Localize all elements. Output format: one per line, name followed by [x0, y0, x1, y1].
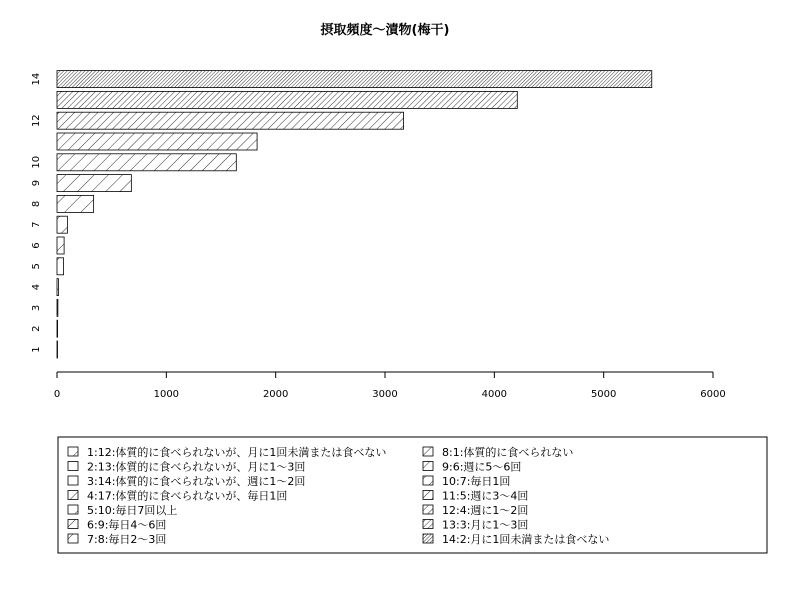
y-tick-label: 1 [31, 346, 42, 353]
bar-9 [57, 175, 131, 192]
x-tick-label: 5000 [590, 389, 617, 400]
legend-swatch [423, 447, 433, 456]
y-tick-label: 8 [31, 200, 42, 208]
legend-swatch [68, 476, 78, 485]
legend-label: 12:4:週に1～2回 [442, 504, 529, 517]
legend-swatch [68, 462, 78, 471]
bar-12 [57, 112, 404, 129]
legend-swatch [423, 476, 433, 485]
bar-1 [57, 341, 58, 358]
legend-swatch [423, 505, 433, 514]
x-tick-label: 6000 [700, 389, 726, 400]
y-tick-label: 7 [31, 221, 42, 228]
bar-10 [57, 154, 236, 171]
legend-label: 1:12:体質的に食べられないが、月に1回未満または食べない [87, 446, 387, 459]
bar-2 [57, 320, 58, 337]
x-tick-label: 4000 [481, 389, 508, 400]
legend-label: 5:10:毎日7回以上 [87, 504, 178, 517]
legend-swatch [423, 534, 433, 543]
bar-4 [57, 279, 58, 296]
bar-3 [57, 299, 58, 316]
legend-swatch [68, 491, 78, 500]
legend-label: 10:7:毎日1回 [442, 475, 511, 488]
legend-swatch [68, 447, 78, 456]
legend-label: 7:8:毎日2～3回 [87, 533, 167, 546]
x-tick-label: 1000 [153, 389, 180, 400]
legend-swatch [423, 520, 433, 529]
y-tick-label: 3 [31, 304, 42, 312]
legend-swatch [423, 491, 433, 500]
y-tick-label: 6 [31, 242, 42, 249]
legend-label: 2:13:体質的に食べられないが、月に1～3回 [87, 460, 306, 474]
x-tick-label: 2000 [262, 389, 289, 400]
y-tick-label: 10 [31, 155, 42, 169]
legend-label: 8:1:体質的に食べられない [442, 446, 574, 459]
bar-13 [57, 91, 517, 108]
legend-label: 14:2:月に1回未満または食べない [442, 533, 610, 546]
x-axis [54, 372, 726, 400]
y-tick-label: 9 [31, 179, 42, 187]
legend-swatch [68, 534, 78, 543]
legend-label: 3:14:体質的に食べられないが、週に1～2回 [87, 475, 306, 488]
legend-swatch [68, 520, 78, 529]
y-tick-label: 5 [31, 263, 42, 270]
bar-6 [57, 237, 64, 254]
legend-label: 6:9:毎日4～6回 [87, 518, 167, 532]
legend-swatch [423, 462, 433, 471]
bar-8 [57, 195, 94, 212]
bar-7 [57, 216, 67, 233]
legend-swatch [68, 505, 78, 514]
y-axis [31, 73, 42, 353]
y-tick-label: 12 [31, 114, 42, 128]
x-tick-label: 0 [53, 389, 61, 400]
legend [68, 445, 609, 546]
legend-label: 13:3:月に1～3回 [442, 518, 529, 532]
y-tick-label: 4 [31, 283, 42, 291]
y-tick-label: 2 [31, 325, 42, 332]
legend-label: 4:17:体質的に食べられないが、毎日1回 [87, 489, 288, 503]
legend-label: 9:6:週に5～6回 [442, 460, 522, 474]
x-tick-label: 3000 [372, 389, 398, 400]
bar-11 [57, 133, 257, 150]
bar-5 [57, 258, 64, 275]
bars-layer [57, 71, 652, 358]
bar-14 [57, 71, 652, 88]
legend-label: 11:5:週に3～4回 [442, 489, 529, 503]
chart-title: 摂取頻度～漬物(梅干) [320, 23, 450, 38]
y-tick-label: 14 [31, 72, 42, 86]
